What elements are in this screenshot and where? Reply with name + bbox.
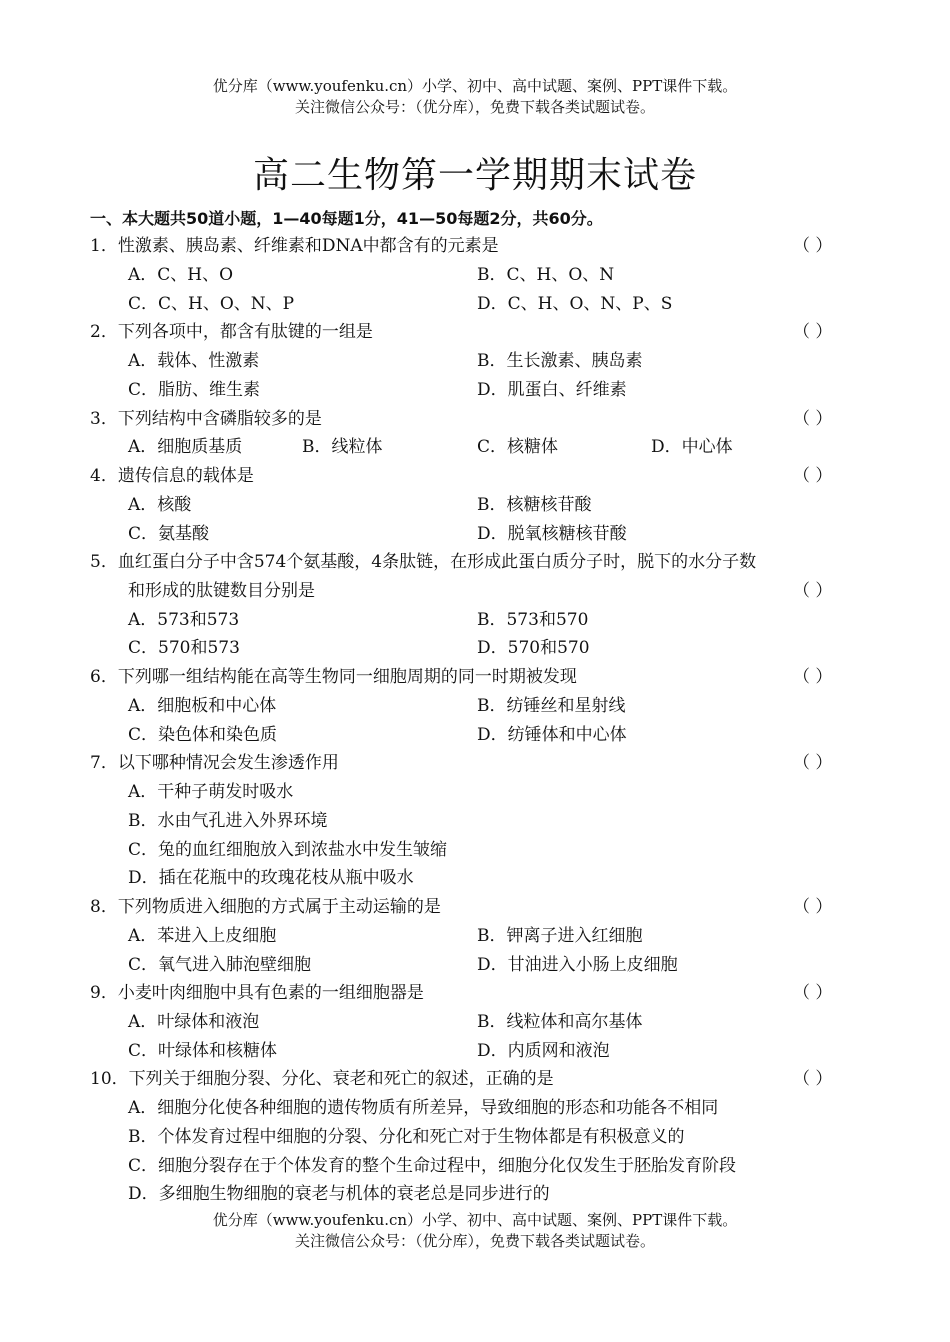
answer-blank: （ ） xyxy=(793,466,833,486)
option-d: D．570和570 xyxy=(477,638,590,658)
option-row xyxy=(0,520,950,548)
option-c: C．染色体和染色质 xyxy=(128,725,278,745)
question-stem: 8．下列物质进入细胞的方式属于主动运输的是 xyxy=(90,897,441,917)
option-b: B．钾离子进入红细胞 xyxy=(477,926,643,946)
option-a: A．细胞分化使各种细胞的遗传物质有所差异，导致细胞的形态和功能各不相同 xyxy=(128,1098,719,1118)
option-d: D．肌蛋白、纤维素 xyxy=(477,380,627,400)
answer-blank: （ ） xyxy=(793,236,833,256)
footer-line-1: 优分库（www.youfenku.cn）小学、初中、高中试题、案例、PPT课件下载。 xyxy=(212,1211,738,1229)
option-row xyxy=(0,1094,950,1122)
option-row xyxy=(0,721,950,749)
option-b: B．生长激素、胰岛素 xyxy=(477,351,643,371)
question-6 xyxy=(0,663,950,691)
option-d: D．多细胞生物细胞的衰老与机体的衰老总是同步进行的 xyxy=(128,1184,550,1204)
option-d: D．甘油进入小肠上皮细胞 xyxy=(477,955,678,975)
option-row xyxy=(0,606,950,634)
option-d: D．内质网和液泡 xyxy=(477,1041,610,1061)
option-a: A．细胞板和中心体 xyxy=(128,696,277,716)
answer-blank: （ ） xyxy=(793,753,833,773)
option-b: B．水由气孔进入外界环境 xyxy=(128,811,328,831)
question-8 xyxy=(0,893,950,921)
question-3 xyxy=(0,405,950,433)
answer-blank: （ ） xyxy=(793,983,833,1003)
question-2 xyxy=(0,318,950,346)
option-row xyxy=(0,290,950,318)
option-d: D．脱氧核糖核苷酸 xyxy=(477,524,627,544)
question-stem: 3．下列结构中含磷脂较多的是 xyxy=(90,409,322,429)
option-d: D．中心体 xyxy=(651,437,733,457)
option-row xyxy=(0,261,950,289)
option-row xyxy=(0,376,950,404)
option-c: C．C、H、O、N、P xyxy=(128,294,295,314)
option-row xyxy=(0,951,950,979)
header-line-1: 优分库（www.youfenku.cn）小学、初中、高中试题、案例、PPT课件下载。 xyxy=(212,77,738,95)
question-5 xyxy=(0,548,950,576)
question-stem-continued: 和形成的肽键数目分别是 xyxy=(128,581,315,601)
answer-blank: （ ） xyxy=(793,322,833,342)
option-a: A．载体、性激素 xyxy=(128,351,260,371)
option-row xyxy=(0,807,950,835)
option-row xyxy=(0,634,950,662)
option-row xyxy=(0,433,950,461)
option-row xyxy=(0,1152,950,1180)
footer-line-2: 关注微信公众号：（优分库），免费下载各类试题试卷。 xyxy=(294,1232,655,1250)
option-a: A．573和573 xyxy=(128,610,240,630)
option-row xyxy=(0,1123,950,1151)
option-row xyxy=(0,864,950,892)
question-7 xyxy=(0,749,950,777)
answer-blank: （ ） xyxy=(793,1069,833,1089)
option-row xyxy=(0,491,950,519)
option-a: A．苯进入上皮细胞 xyxy=(128,926,277,946)
option-b: B．核糖核苷酸 xyxy=(477,495,592,515)
question-stem: 2．下列各项中，都含有肽键的一组是 xyxy=(90,322,373,342)
option-b: B．C、H、O、N xyxy=(477,265,615,285)
option-c: C．氨基酸 xyxy=(128,524,210,544)
option-c: C．兔的血红细胞放入到浓盐水中发生皱缩 xyxy=(128,840,448,860)
option-d: D．纺锤体和中心体 xyxy=(477,725,627,745)
question-stem: 9．小麦叶肉细胞中具有色素的一组细胞器是 xyxy=(90,983,424,1003)
question-stem: 6．下列哪一组结构能在高等生物同一细胞周期的同一时期被发现 xyxy=(90,667,577,687)
answer-blank: （ ） xyxy=(793,667,833,687)
option-c: C．脂肪、维生素 xyxy=(128,380,261,400)
option-b: B．573和570 xyxy=(477,610,589,630)
header-line-2: 关注微信公众号：（优分库），免费下载各类试题试卷。 xyxy=(294,98,655,116)
question-4 xyxy=(0,462,950,490)
option-b: B．纺锤丝和星射线 xyxy=(477,696,626,716)
option-b: B．线粒体和高尔基体 xyxy=(477,1012,643,1032)
question-10 xyxy=(0,1065,950,1093)
answer-blank: （ ） xyxy=(793,409,833,429)
option-a: A．细胞质基质 xyxy=(128,437,243,457)
question-9 xyxy=(0,979,950,1007)
option-c: C．570和573 xyxy=(128,638,240,658)
option-a: A．干种子萌发时吸水 xyxy=(128,782,294,802)
option-a: A．核酸 xyxy=(128,495,192,515)
question-stem: 5．血红蛋白分子中含574个氨基酸，4条肽链，在形成此蛋白质分子时，脱下的水分子数 xyxy=(90,552,757,572)
option-row xyxy=(0,778,950,806)
option-a: A．C、H、O xyxy=(128,265,234,285)
option-c: C．细胞分裂存在于个体发育的整个生命过程中，细胞分化仅发生于胚胎发育阶段 xyxy=(128,1156,737,1176)
option-d: D．插在花瓶中的玫瑰花枝从瓶中吸水 xyxy=(128,868,414,888)
question-stem: 10．下列关于细胞分裂、分化、衰老和死亡的叙述，正确的是 xyxy=(90,1069,554,1089)
answer-blank: （ ） xyxy=(793,581,833,601)
page-footer xyxy=(0,1210,950,1252)
option-c: C．核糖体 xyxy=(477,437,559,457)
option-a: A．叶绿体和液泡 xyxy=(128,1012,260,1032)
exam-title: 高二生物第一学期期末试卷 xyxy=(252,155,697,196)
section-heading: 一、本大题共50道小题，1—40每题1分，41—50每题2分，共60分。 xyxy=(90,209,603,228)
option-d: D．C、H、O、N、P、S xyxy=(477,294,673,314)
option-row xyxy=(0,836,950,864)
question-stem: 1．性激素、胰岛素、纤维素和DNA中都含有的元素是 xyxy=(90,236,499,256)
question-1 xyxy=(0,232,950,260)
option-row xyxy=(0,347,950,375)
option-row xyxy=(0,1037,950,1065)
option-row xyxy=(0,692,950,720)
question-stem: 4．遗传信息的载体是 xyxy=(90,466,254,486)
answer-blank: （ ） xyxy=(793,897,833,917)
question-stem: 7．以下哪种情况会发生渗透作用 xyxy=(90,753,339,773)
option-row xyxy=(0,1008,950,1036)
option-row xyxy=(0,922,950,950)
option-c: C．叶绿体和核糖体 xyxy=(128,1041,278,1061)
page-header xyxy=(0,76,950,118)
option-b: B．个体发育过程中细胞的分裂、分化和死亡对于生物体都是有积极意义的 xyxy=(128,1127,685,1147)
question-5-continued xyxy=(0,577,950,605)
option-b: B．线粒体 xyxy=(302,437,383,457)
option-row xyxy=(0,1180,950,1208)
option-c: C．氧气进入肺泡壁细胞 xyxy=(128,955,312,975)
